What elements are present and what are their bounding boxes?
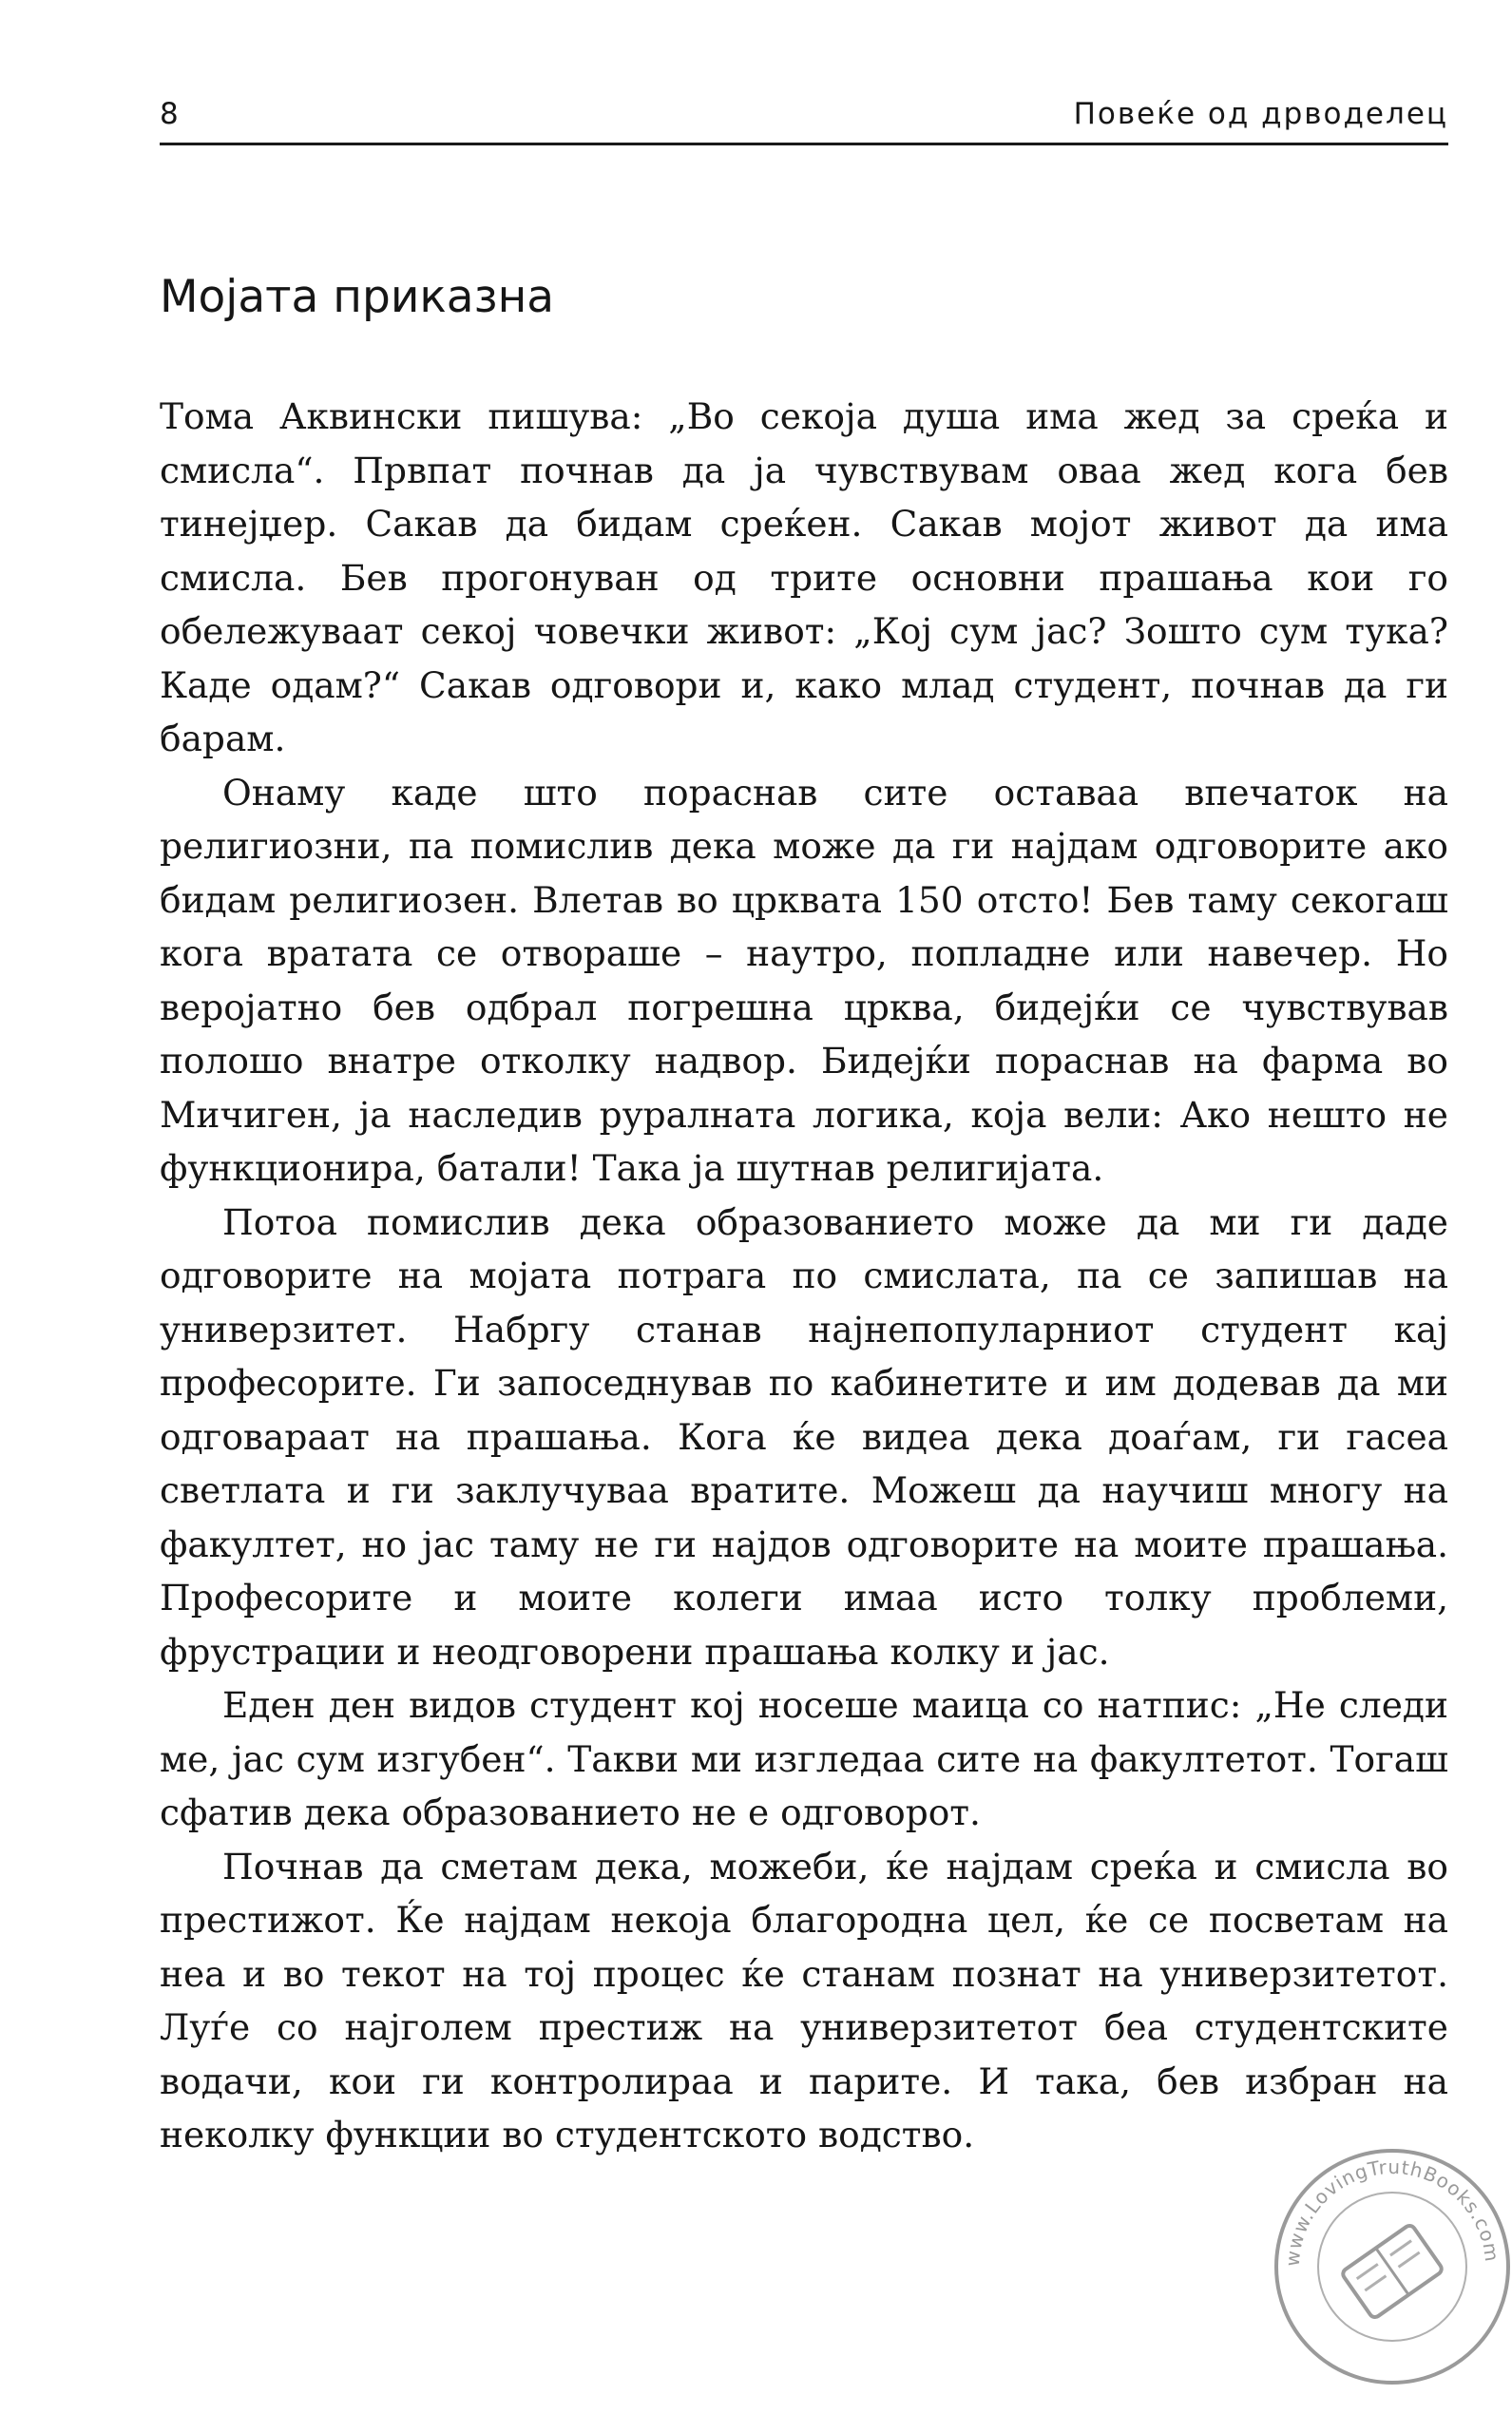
paragraph: Потоа помислив дека образованието може да ми ги даде одговорите на мојата потрага по смислата, па се запишав на универзитет. Набргу станав најнепопуларниот студент кај професорите. Ги запоседнував по кабинетите и им додевав да ми одговараат на прашања. Кога ќе видеа дека доаѓам, ги гасеа светлата и ги заклучуваа вратите. Можеш да научиш многу на факултет, но јас таму не ги најдов одговорите на моите прашања. Професорите и моите колеги имаа исто толку проблеми, фрустрации и неодговорени прашања колку и јас. xyxy=(160,1200,1448,1673)
paragraph: Еден ден видов студент кој носеше маица со натпис: „Не следи ме, јас сум изгубен“. Такви ми изгледаа сите на факултетот. Тогаш сфатив дека образованието не е одговорот. xyxy=(160,1684,1448,1833)
running-title: Повеќе од дрводелец xyxy=(1073,97,1448,131)
paragraph: Тома Аквински пишува: „Во секоја душа има жед за среќа и смисла“. Првпат почнав да ја чувствувам оваа жед кога бев тинејџер. Сакав да бидам среќен. Сакав мојот живот да има смисла. Бев прогонуван од трите основни прашања кои го обележуваат секој човечки живот: „Кој сум јас? Зошто сум тука? Каде одам?“ Сакав одговори и, како млад студент, почнав да ги барам. xyxy=(160,395,1448,759)
watermark-stamp xyxy=(1264,2138,1512,2395)
section-title: Мојата приказна xyxy=(160,271,555,323)
book-stamp-icon xyxy=(1341,2224,1444,2320)
watermark-text: www.LovingTruthBooks.com xyxy=(1280,2155,1504,2268)
page-number: 8 xyxy=(160,97,181,131)
paragraph: Почнав да сметам дека, можеби, ќе најдам среќа и смисла во престижот. Ќе најдам некоја благородна цел, ќе се посветам на неа и во текот на тој процес ќе станам познат на универзитетот. Луѓе со најголем престиж на универзитетот беа студентските водачи, кои ги контролираа и парите. И така, бев избран на неколку функции во студентското водство. xyxy=(160,1845,1448,2155)
paragraph: Онаму каде што пораснав сите оставаа впечаток на религиозни, па помислив дека може да ги најдам одговорите ако бидам религиозен. Влетав во црквата 150 отсто! Бев таму секогаш кога вратата се отвораше – наутро, попладне или навечер. Но веројатно бев одбрал погрешна црква, бидејќи се чувствував полошо внатре отколку надвор. Бидејќи пораснав на фарма во Мичиген, ја наследив руралната логика, која вели: Ако нешто не функционира, батали! Така ја шутнав религијата. xyxy=(160,771,1448,1189)
body-text xyxy=(160,390,1448,2162)
page-header xyxy=(160,93,1448,145)
